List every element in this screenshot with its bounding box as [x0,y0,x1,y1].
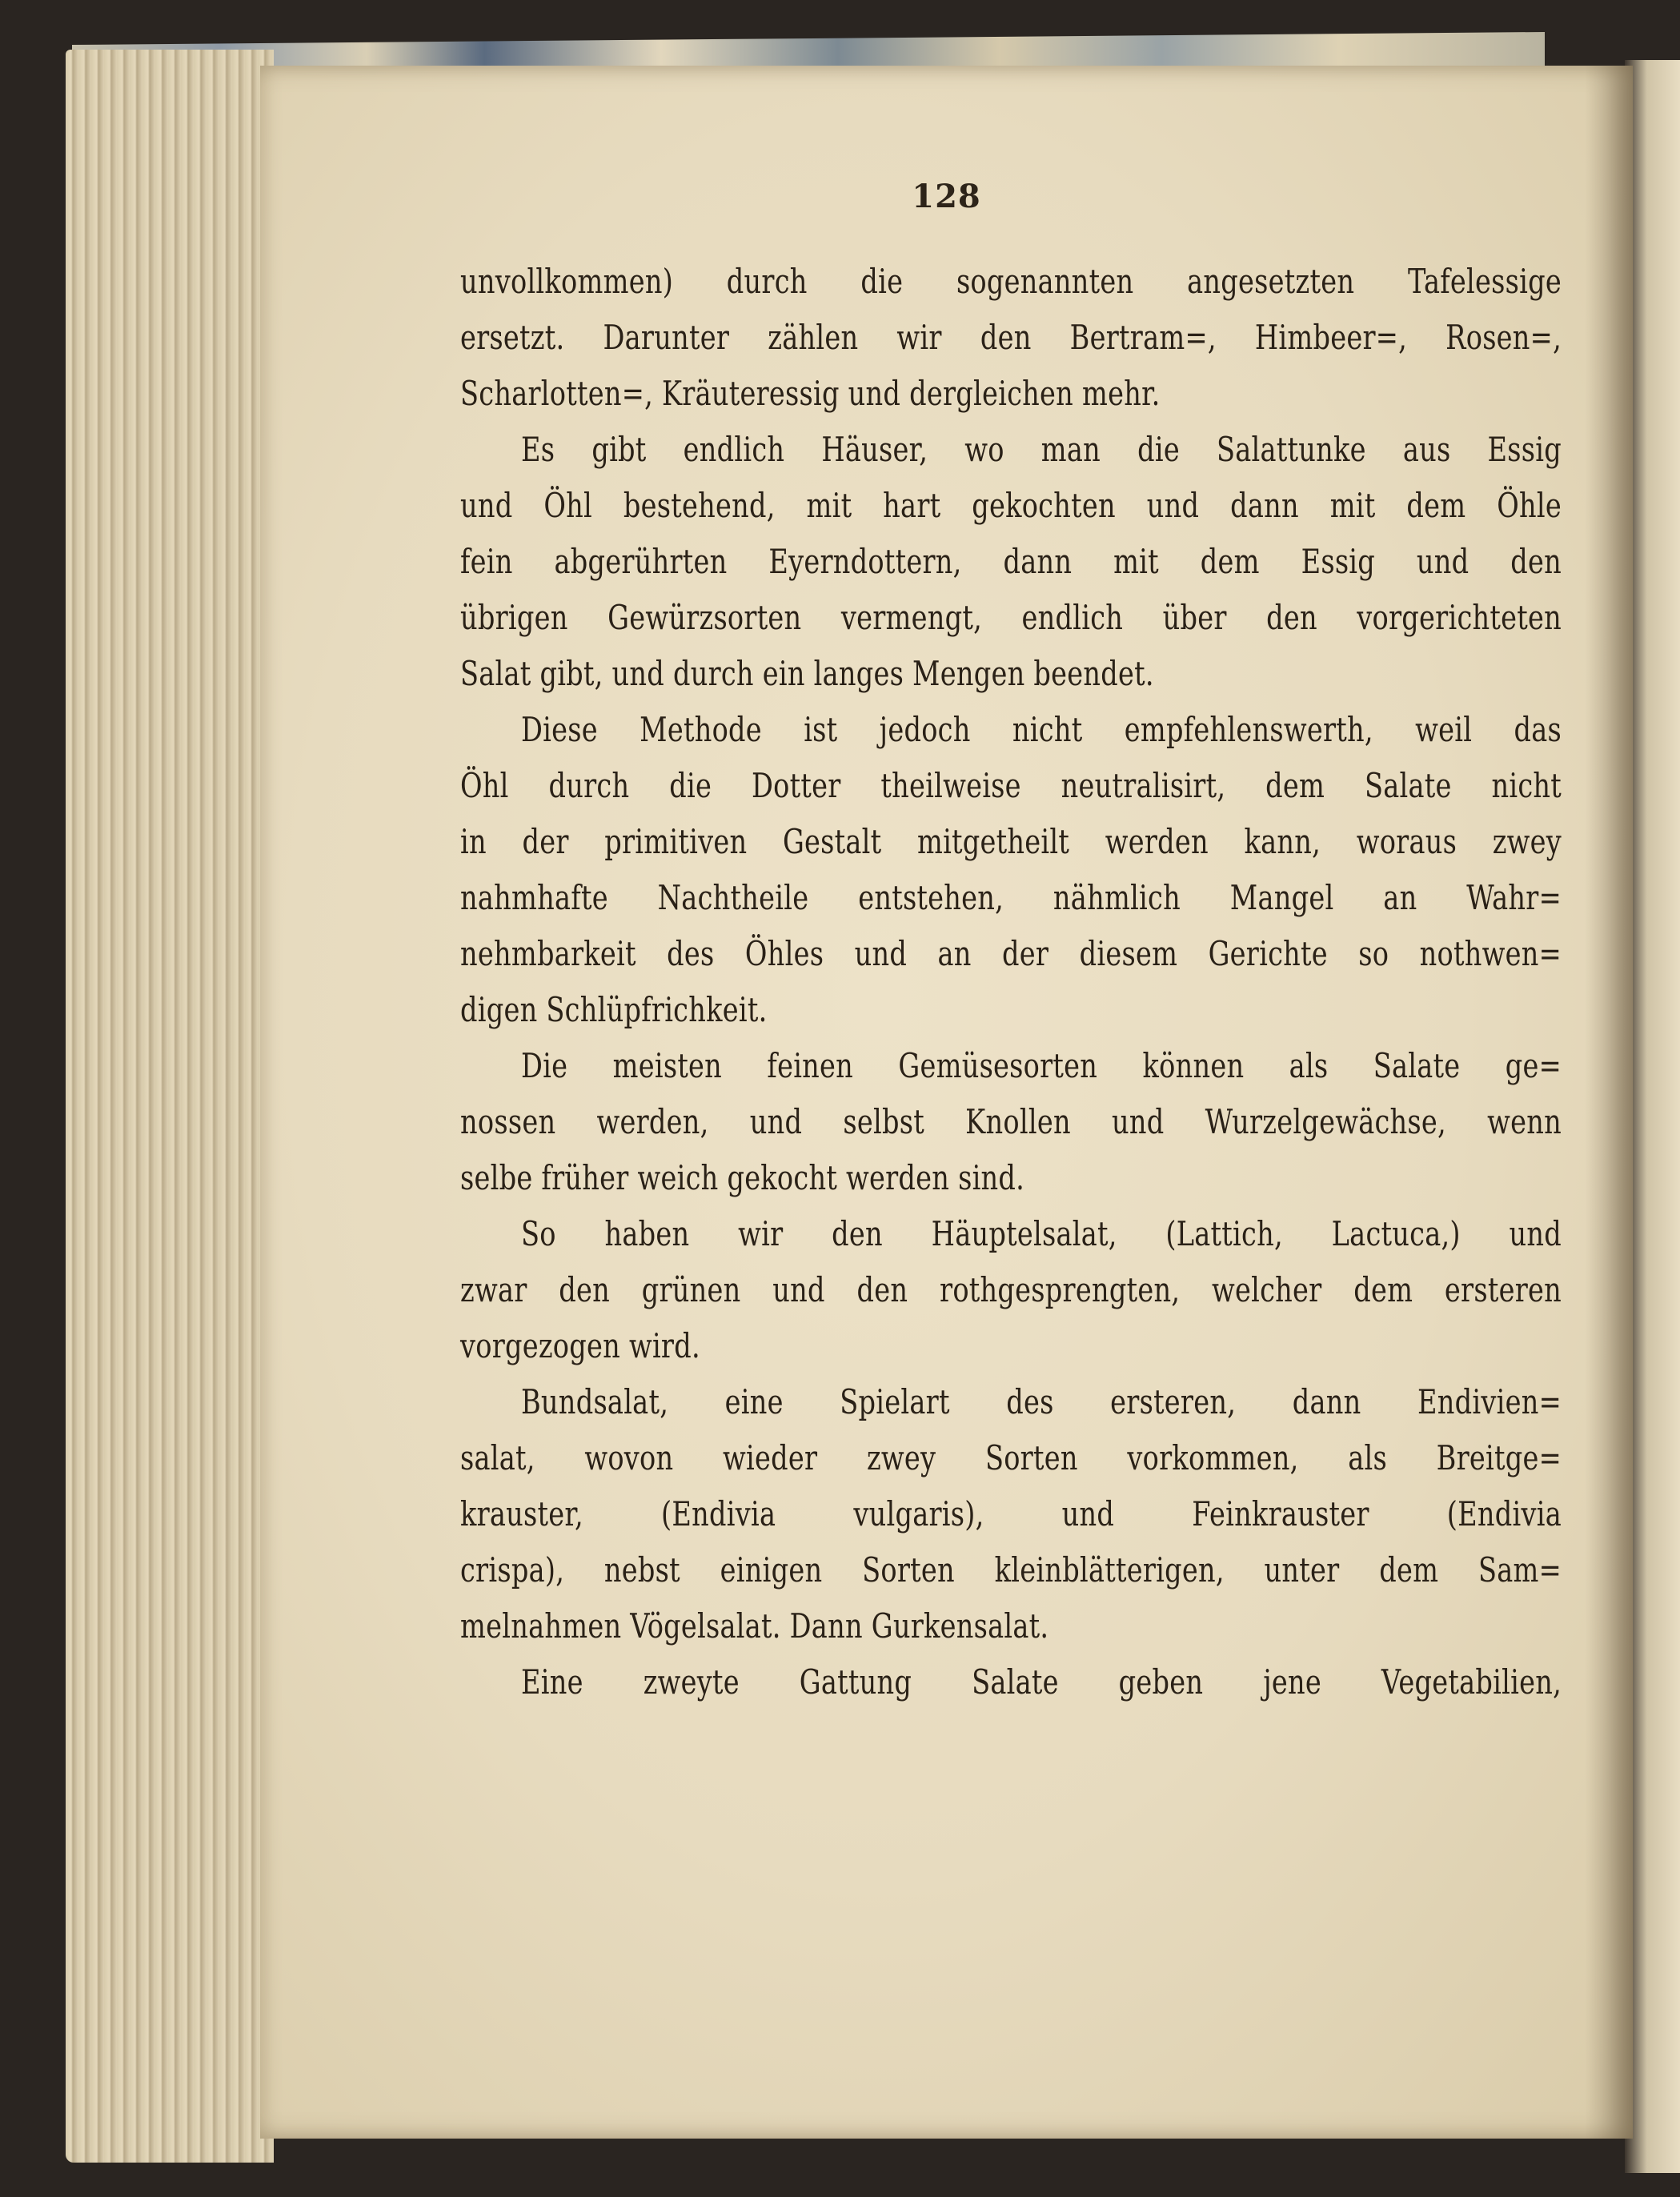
text-line: und Öhl bestehend, mit hart gekochten und dann mit dem Öhle [460,486,1562,525]
text-line: nossen werden, und selbst Knollen und Wurzelgewächse, wenn [460,1102,1562,1141]
book-page [260,66,1633,2139]
text-line: krauster, (Endivia vulgaris), und Feinkrauster (Endivia [460,1494,1562,1533]
page-edges-stack [66,50,274,2163]
text-line: in der primitiven Gestalt mitgetheilt werden kann, woraus zwey [460,822,1562,861]
text-line: salat, wovon wieder zwey Sorten vorkommen, als Breitge= [460,1438,1562,1477]
text-line: Salat gibt, und durch ein langes Mengen beendet. [460,654,1154,693]
text-line: Scharlotten=, Kräuteressig und dergleichen mehr. [460,374,1161,413]
text-line: Eine zweyte Gattung Salate geben jene Vegetabilien, [521,1662,1562,1702]
text-line: digen Schlüpfrichkeit. [460,990,768,1029]
text-line: melnahmen Vögelsalat. Dann Gurkensalat. [460,1606,1049,1646]
text-line: crispa), nebst einigen Sorten kleinblätterigen, unter dem Sam= [460,1550,1562,1590]
text-line: So haben wir den Häuptelsalat, (Lattich, Lactuca,) und [521,1214,1562,1253]
book-gutter [1625,60,1680,2173]
text-line: nehmbarkeit des Öhles und an der diesem Gerichte so nothwen= [460,934,1562,973]
body-text [460,254,1562,1710]
text-line: zwar den grünen und den rothgesprengten, welcher dem ersteren [460,1270,1562,1309]
text-line: Bundsalat, eine Spielart des ersteren, dann Endivien= [521,1382,1562,1421]
text-line: unvollkommen) durch die sogenannten angesetzten Tafelessige [460,262,1562,301]
gutter-shadow [1585,66,1633,2139]
text-line: übrigen Gewürzsorten vermengt, endlich über den vorgerichteten [460,598,1562,637]
text-line: nahmhafte Nachtheile entstehen, nähmlich Mangel an Wahr= [460,878,1562,917]
text-line: selbe früher weich gekocht werden sind. [460,1158,1025,1197]
text-line: fein abgerührten Eyerndottern, dann mit dem Essig und den [460,542,1562,581]
text-line: Diese Methode ist jedoch nicht empfehlenswerth, weil das [521,710,1562,749]
text-line: vorgezogen wird. [460,1326,700,1365]
text-line: Öhl durch die Dotter theilweise neutralisirt, dem Salate nicht [460,766,1562,805]
page-number: 128 [912,178,981,215]
text-line: Die meisten feinen Gemüsesorten können als Salate ge= [521,1046,1562,1085]
text-line: ersetzt. Darunter zählen wir den Bertram=, Himbeer=, Rosen=, [460,318,1562,357]
text-line: Es gibt endlich Häuser, wo man die Salattunke aus Essig [521,430,1562,469]
